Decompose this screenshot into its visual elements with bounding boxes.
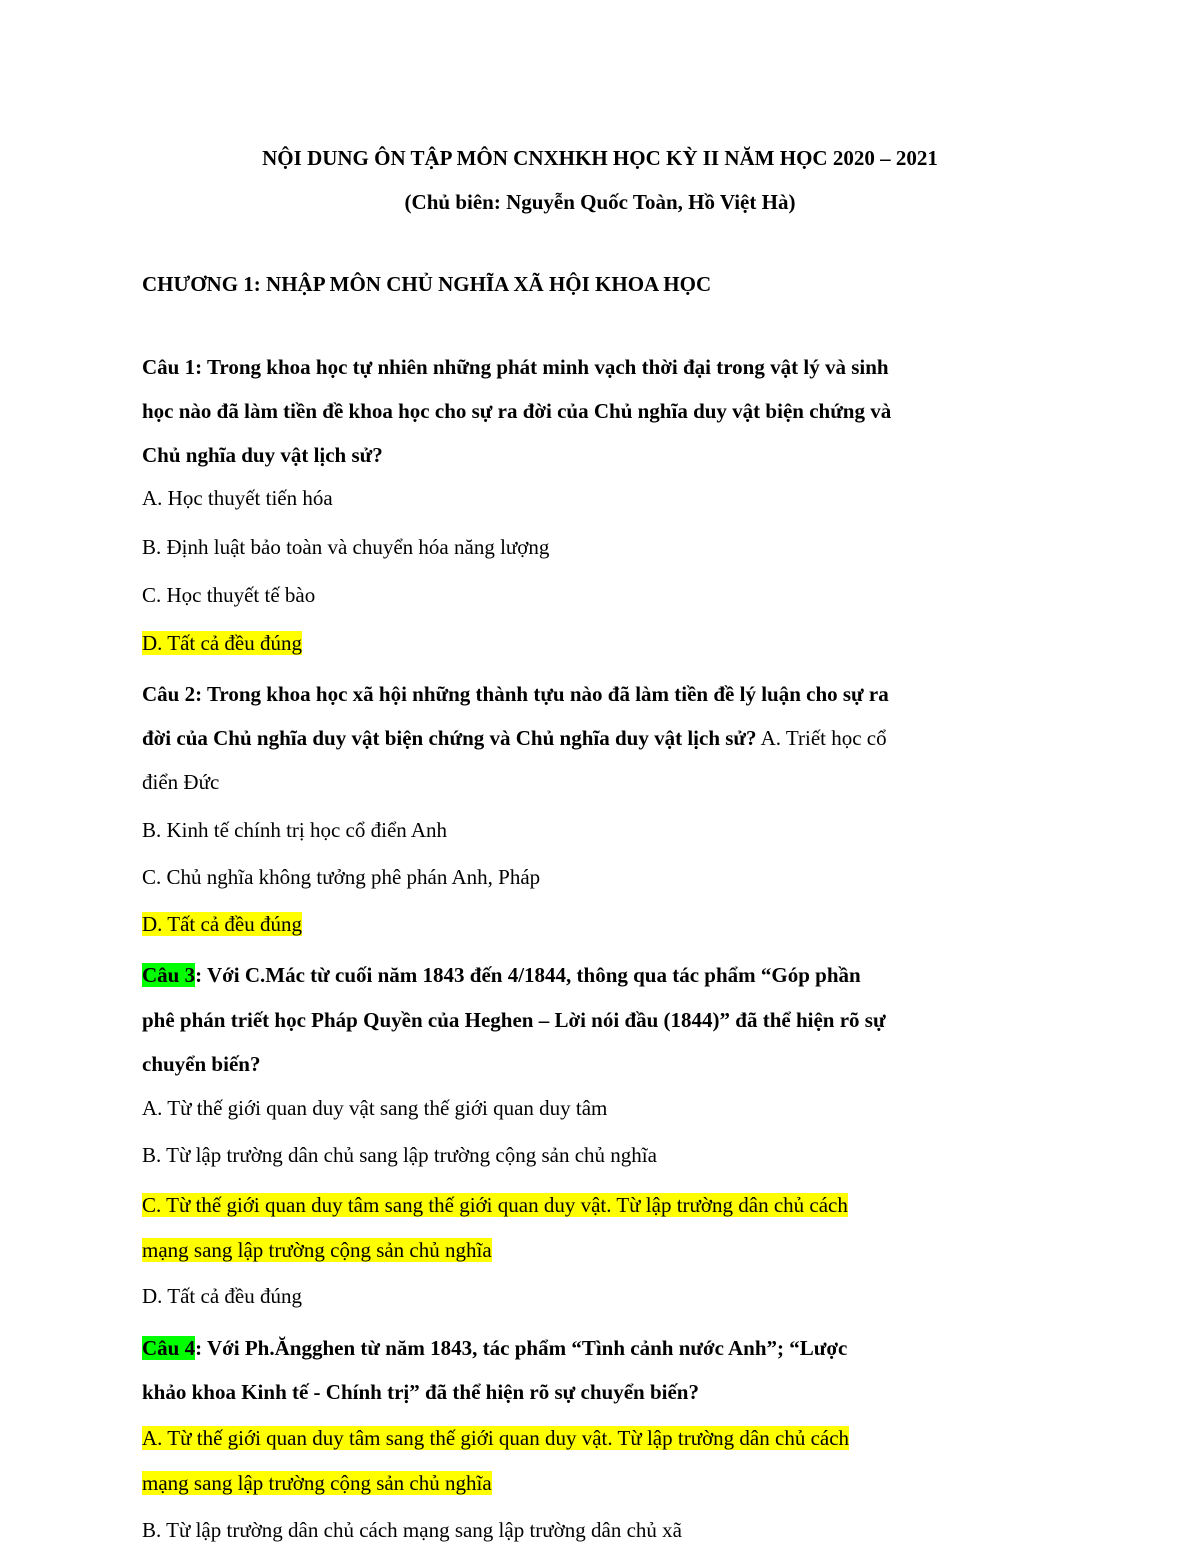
answer-highlight: A. Từ thế giới quan duy tâm sang thế giới quan duy vật. Từ lập trường dân chủ cách [142,1426,850,1450]
q1-option-c: C. Học thuyết tế bào [142,583,316,607]
q3-option-d: D. Tất cả đều đúng [142,1284,302,1308]
chapter-heading: CHƯƠNG 1: NHẬP MÔN CHỦ NGHĨA XÃ HỘI KHOA HỌC [142,272,712,296]
q4-text-line1 [142,1335,847,1361]
q1-text-line1: Câu 1: Trong khoa học tự nhiên những phát minh vạch thời đại trong vật lý và sinh [142,355,889,379]
document-title: NỘI DUNG ÔN TẬP MÔN CNXHKH HỌC KỲ II NĂM HỌC 2020 – 2021 [262,146,938,170]
q3-label-highlight: Câu 3 [142,963,196,987]
q1-option-d-answer [142,630,302,656]
q2-text-line2-bold: đời của Chủ nghĩa duy vật biện chứng và Chủ nghĩa duy vật lịch sử? [142,726,757,750]
q2-text-line1: Câu 2: Trong khoa học xã hội những thành tựu nào đã làm tiền đề lý luận cho sự ra [142,682,889,706]
q1-option-b: B. Định luật bảo toàn và chuyển hóa năng lượng [142,535,550,559]
q3-option-b: B. Từ lập trường dân chủ sang lập trường cộng sản chủ nghĩa [142,1143,657,1167]
q3-option-c-answer-line2 [142,1237,492,1263]
q3-text-line1 [142,962,861,988]
q2-option-d-answer [142,911,302,937]
q3-option-c-answer-line1 [142,1192,848,1218]
answer-highlight: mạng sang lập trường cộng sản chủ nghĩa [142,1471,492,1495]
document-subtitle: (Chủ biên: Nguyễn Quốc Toàn, Hồ Việt Hà) [404,190,796,214]
q2-option-b: B. Kinh tế chính trị học cổ điển Anh [142,818,448,842]
q1-text-line3: Chủ nghĩa duy vật lịch sử? [142,443,383,467]
q3-text-line2: phê phán triết học Pháp Quyền của Heghen – Lời nói đầu (1844)” đã thể hiện rõ sự [142,1008,886,1032]
q4-option-b: B. Từ lập trường dân chủ cách mạng sang lập trường dân chủ xã [142,1518,682,1542]
answer-highlight: D. Tất cả đều đúng [142,631,302,655]
q1-option-a: A. Học thuyết tiến hóa [142,486,333,510]
q4-text-line1-rest: : Với Ph.Ăngghen từ năm 1843, tác phẩm “Tình cảnh nước Anh”; “Lược [195,1336,848,1360]
q2-option-a-start: A. Triết học cổ [756,726,887,750]
q2-option-a-end: điển Đức [142,770,220,794]
q3-option-a: A. Từ thế giới quan duy vật sang thế giới quan duy tâm [142,1096,608,1120]
answer-highlight: mạng sang lập trường cộng sản chủ nghĩa [142,1238,492,1262]
q4-label-highlight: Câu 4 [142,1336,196,1360]
q4-option-a-answer-line1 [142,1425,849,1451]
q2-option-c: C. Chủ nghĩa không tưởng phê phán Anh, Pháp [142,865,541,889]
q2-text-line2 [142,725,887,751]
answer-highlight: C. Từ thế giới quan duy tâm sang thế giới quan duy vật. Từ lập trường dân chủ cách [142,1193,848,1217]
q4-text-line2: khảo khoa Kinh tế - Chính trị” đã thể hiện rõ sự chuyển biến? [142,1380,699,1404]
q4-option-a-answer-line2 [142,1470,492,1496]
q3-text-line3: chuyển biến? [142,1052,261,1076]
q3-text-line1-rest: : Với C.Mác từ cuối năm 1843 đến 4/1844, thông qua tác phẩm “Góp phần [195,963,861,987]
answer-highlight: D. Tất cả đều đúng [142,912,302,936]
q1-text-line2: học nào đã làm tiền đề khoa học cho sự ra đời của Chủ nghĩa duy vật biện chứng và [142,399,892,423]
